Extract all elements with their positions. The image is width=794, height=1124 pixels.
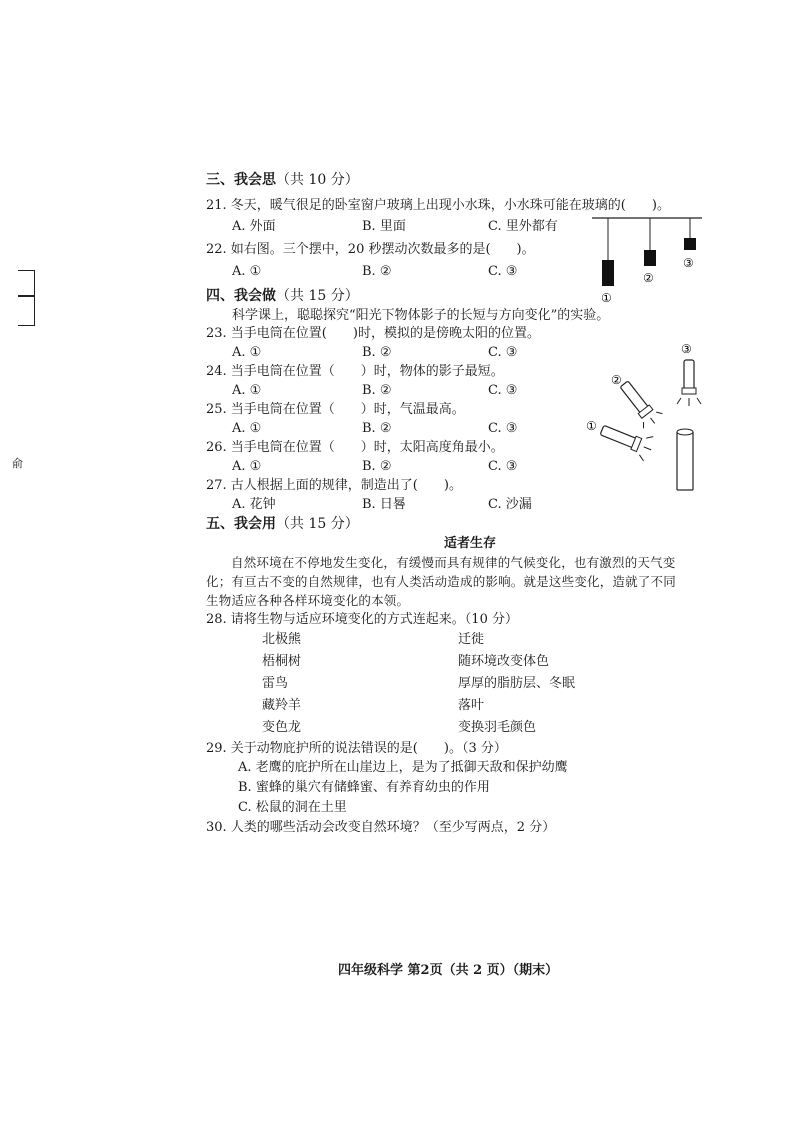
q23-option-c: C. ③ (488, 345, 518, 360)
q24-option-b: B. ② (362, 383, 392, 398)
q22-option-a: A. ① (232, 264, 262, 279)
q26-option-a: A. ① (232, 459, 262, 474)
q22-option-c: C. ③ (488, 264, 518, 279)
q23-option-a: A. ① (232, 345, 262, 360)
q28-right-item: 厚厚的脂肪层、冬眠 (458, 676, 576, 691)
pendulum-3-label: ③ (683, 256, 694, 270)
q28-right-item: 迁徙 (458, 632, 485, 647)
q22-stem: 22. 如右图。三个摆中，20 秒摆动次数最多的是( )。 (206, 242, 535, 257)
q28-left-item: 北极熊 (262, 632, 302, 647)
flashlight-2-label: ② (611, 373, 622, 387)
q28-left-item: 梧桐树 (262, 654, 302, 669)
section-5-points: （共 15 分） (276, 516, 359, 532)
q28-left-item: 藏羚羊 (262, 698, 302, 713)
q30-stem: 30. 人类的哪些活动会改变自然环境？（至少写两点，2 分） (206, 820, 556, 835)
q22-option-b: B. ② (362, 264, 392, 279)
q29-option-c: C. 松鼠的洞在土里 (238, 800, 347, 815)
pendulum-3-bob (684, 238, 696, 250)
section-3-title (206, 172, 359, 188)
q26-stem: 26. 当手电筒在位置（ ）时，太阳高度角最小。 (206, 440, 504, 455)
q27-option-c: C. 沙漏 (488, 497, 532, 512)
q24-option-a: A. ① (232, 383, 262, 398)
binding-bracket-bottom (18, 296, 35, 326)
q25-option-c: C. ③ (488, 421, 518, 436)
section-3-points: （共 10 分） (276, 172, 359, 188)
reading-title: 适者生存 (444, 536, 497, 551)
q28-right-item: 随环境改变体色 (458, 654, 550, 669)
q21-stem: 21. 冬天，暖气很足的卧室窗户玻璃上出现小水珠，小水珠可能在玻璃的( )。 (206, 198, 670, 213)
pendulum-2-bob (644, 250, 656, 266)
flashlight-2 (615, 377, 665, 431)
q29-option-b: B. 蜜蜂的巢穴有储蜂蜜、有养育幼虫的作用 (238, 780, 490, 795)
pendulum-2-label: ② (643, 271, 654, 285)
q23-option-b: B. ② (362, 345, 392, 360)
flashlight-1-label: ① (586, 419, 597, 433)
flashlight-3-label: ③ (681, 342, 692, 356)
section-5-title (206, 516, 359, 532)
section-3-heading: 三、我会思 (206, 172, 276, 188)
q28-right-item: 变换羽毛颜色 (458, 720, 537, 735)
q26-option-b: B. ② (362, 459, 392, 474)
q21-option-b: B. 里面 (362, 219, 406, 234)
q28-left-item: 雷鸟 (262, 676, 289, 691)
margin-char: 俞 (12, 457, 23, 470)
reading-paragraph: 自然环境在不停地发生变化，有缓慢而具有规律的气候变化，也有激烈的天气变化；有亘古不变的自然规律，也有人类活动造成的影响。就是这些变化，造就了不同生物适应各种各样环境变化的本领。 (206, 555, 676, 608)
flashlight-1 (597, 418, 656, 462)
q21-option-c: C. 里外都有 (488, 219, 558, 234)
q27-stem: 27. 古人根据上面的规律，制造出了( )。 (206, 478, 462, 493)
q25-option-a: A. ① (232, 421, 262, 436)
section-4-intro: 科学课上，聪聪探究“阳光下物体影子的长短与方向变化”的实验。 (232, 308, 610, 323)
q24-stem: 24. 当手电筒在位置（ ）时，物体的影子最短。 (206, 364, 504, 379)
q21-option-a: A. 外面 (232, 219, 276, 234)
flashlight-figure (584, 340, 714, 500)
q28-left-item: 变色龙 (262, 720, 302, 735)
q27-option-a: A. 花钟 (232, 497, 276, 512)
page-footer: 四年级科学 第2页（共 2 页）（期末） (338, 963, 559, 978)
upright-rod (677, 429, 693, 490)
flashlight-3 (677, 360, 701, 406)
section-5-heading: 五、我会用 (206, 516, 276, 532)
pendulum-figure (592, 210, 712, 310)
binding-bracket-top (18, 270, 35, 296)
section-4-title (206, 288, 359, 304)
q25-stem: 25. 当手电筒在位置（ ）时，气温最高。 (206, 402, 465, 417)
pendulum-1-label: ① (601, 291, 612, 305)
q27-option-b: B. 日晷 (362, 497, 406, 512)
q24-option-c: C. ③ (488, 383, 518, 398)
section-4-heading: 四、我会做 (206, 288, 276, 304)
q28-stem: 28. 请将生物与适应环境变化的方式连起来。（10 分） (206, 612, 518, 627)
q26-option-c: C. ③ (488, 459, 518, 474)
q28-right-item: 落叶 (458, 698, 485, 713)
q29-stem: 29. 关于动物庇护所的说法错误的是( )。（3 分） (206, 741, 507, 756)
q29-option-a: A. 老鹰的庇护所在山崖边上，是为了抵御天敌和保护幼鹰 (238, 760, 568, 775)
q25-option-b: B. ② (362, 421, 392, 436)
q23-stem: 23. 当手电筒在位置( )时，模拟的是傍晚太阳的位置。 (206, 326, 540, 341)
section-4-points: （共 15 分） (276, 288, 359, 304)
pendulum-1-bob (602, 260, 614, 286)
